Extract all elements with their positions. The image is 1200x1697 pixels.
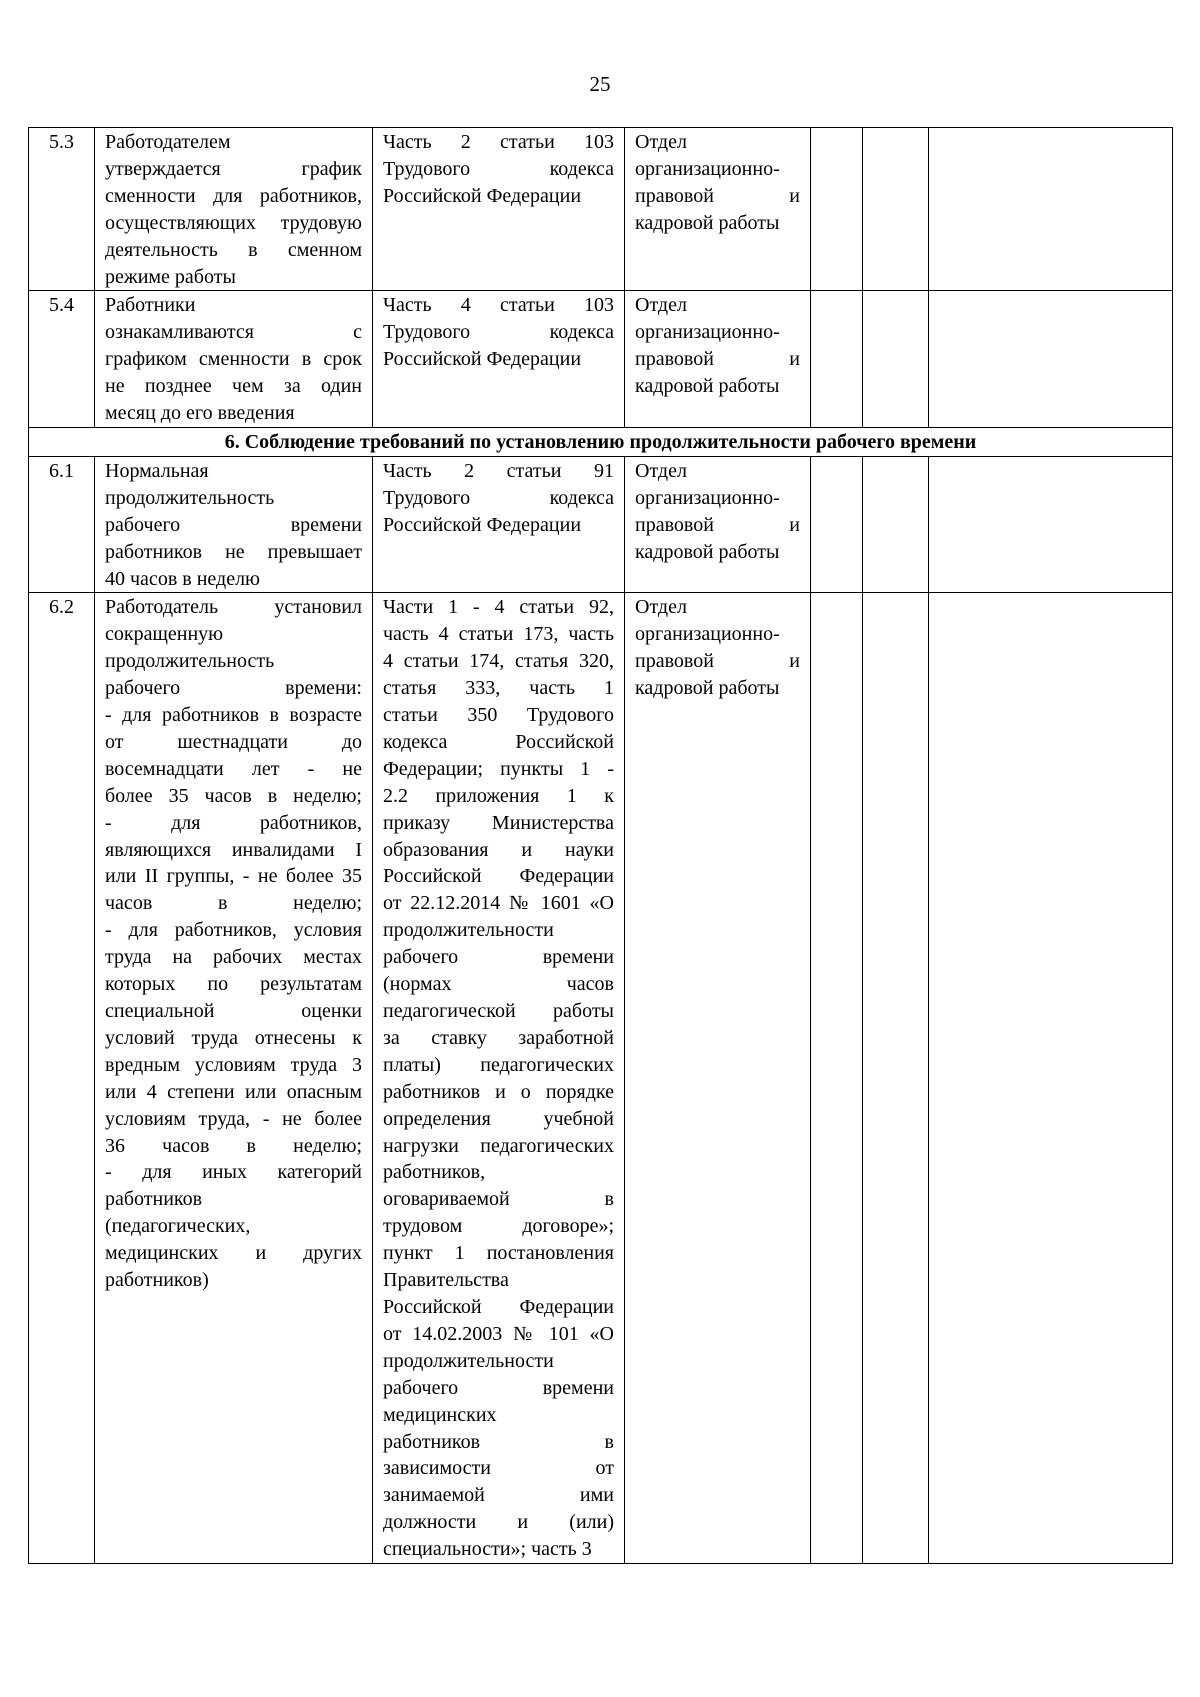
text-line: педагогической работы	[383, 1000, 614, 1022]
text-line: занимаемой ими	[383, 1484, 614, 1507]
text-line: кодекса Российской	[383, 730, 614, 753]
empty-cell	[811, 291, 863, 428]
text-line: сменности для работников,	[105, 184, 362, 207]
checklist-table	[28, 127, 1173, 1564]
text-line: Трудового кодекса	[383, 486, 614, 509]
text-line: специальности»; часть 3	[383, 1538, 592, 1561]
text-line: - для работников,	[105, 811, 362, 834]
text-line: Часть 2 статьи 103	[383, 131, 614, 153]
text-line: статья 333, часть 1	[383, 677, 614, 700]
law-reference-cell	[373, 593, 625, 1564]
text-line: вредным условиям труда 3	[105, 1053, 362, 1076]
text-line: рабочего времени	[383, 1376, 614, 1399]
text-line: работников,	[383, 1161, 486, 1184]
text-line: должности и (или)	[383, 1511, 614, 1534]
text-line: осуществляющих трудовую	[105, 211, 362, 234]
text-line: Российской Федерации	[383, 1295, 614, 1318]
text-line: кадровой работы	[635, 211, 780, 234]
text-line: Работодателем	[105, 131, 231, 153]
row-number-cell: 6.2	[29, 593, 95, 1564]
text-line: Федерации; пункты 1 -	[383, 757, 614, 780]
page-number: 25	[589, 72, 611, 96]
text-line: нагрузки педагогических	[383, 1134, 614, 1157]
text-line: Правительства	[383, 1269, 509, 1292]
empty-cell	[929, 128, 1173, 291]
text-line: продолжительность	[105, 650, 275, 673]
text-line: продолжительности	[383, 919, 554, 942]
text-line: являющихся инвалидами I	[105, 838, 362, 861]
table-body	[29, 128, 1173, 1564]
requirement-cell	[95, 128, 373, 291]
responsible-cell	[625, 456, 811, 593]
text-line: рабочего времени	[383, 946, 614, 969]
requirement-cell	[95, 291, 373, 428]
text-line: не позднее чем за один	[105, 375, 362, 398]
empty-cell	[811, 128, 863, 291]
text-line: за ставку заработной	[383, 1026, 614, 1049]
text-line: продолжительности	[383, 1349, 554, 1372]
text-line: приказу Министерства	[383, 811, 614, 834]
text-line: организационно-	[635, 321, 780, 344]
text-line: труда на рабочих местах	[105, 946, 362, 969]
law-reference-cell	[373, 456, 625, 593]
empty-cell	[811, 593, 863, 1564]
empty-cell	[929, 456, 1173, 593]
text-line: работников в	[383, 1430, 614, 1453]
text-line: образования и науки	[383, 838, 614, 861]
text-line: определения учебной	[383, 1107, 614, 1130]
text-line: режиме работы	[105, 265, 236, 288]
text-line: Российской Федерации	[383, 513, 582, 536]
text-line: правовой и	[635, 513, 800, 536]
responsible-cell	[625, 128, 811, 291]
empty-cell	[863, 593, 929, 1564]
text-line: Часть 4 статьи 103	[383, 294, 614, 317]
text-line: (нормах часов	[383, 973, 614, 996]
text-line: 2.2 приложения 1 к	[383, 784, 614, 807]
text-line: работников не превышает	[105, 540, 362, 563]
text-line: продолжительность	[105, 486, 275, 509]
text-line: кадровой работы	[635, 375, 780, 398]
text-line: часть 4 статьи 173, часть	[383, 623, 614, 646]
text-line: или II группы, - не более 35	[105, 865, 362, 888]
text-line: Отдел	[635, 131, 687, 153]
text-line: (педагогических,	[105, 1215, 251, 1238]
table-row	[29, 456, 1173, 593]
text-line: от шестнадцати до	[105, 730, 362, 753]
text-line: Отдел	[635, 596, 687, 619]
text-line: Российской Федерации	[383, 865, 614, 888]
text-line: - для работников в возрасте	[105, 704, 362, 727]
text-line: месяц до его введения	[105, 402, 295, 425]
text-line: рабочего времени:	[105, 677, 362, 700]
text-line: медицинских	[383, 1403, 497, 1426]
responsible-cell	[625, 291, 811, 428]
text-line: медицинских и других	[105, 1242, 362, 1265]
empty-cell	[929, 291, 1173, 428]
row-number-cell: 5.3	[29, 128, 95, 291]
law-reference-cell	[373, 128, 625, 291]
text-line: - для работников, условия	[105, 919, 362, 942]
text-line: организационно-	[635, 623, 780, 646]
text-line: работников	[105, 1188, 203, 1211]
text-line: работников и о порядке	[383, 1080, 614, 1103]
text-line: правовой и	[635, 348, 800, 371]
text-line: Российской Федерации	[383, 348, 582, 371]
text-line: кадровой работы	[635, 677, 780, 700]
text-line: Части 1 - 4 статьи 92,	[383, 596, 614, 619]
table-row	[29, 593, 1173, 1564]
section-heading: 6. Соблюдение требований по установлению продолжительности рабочего времени	[29, 427, 1173, 456]
text-line: кадровой работы	[635, 540, 780, 563]
text-line: более 35 часов в неделю;	[105, 784, 362, 807]
empty-cell	[863, 291, 929, 428]
text-line: ознакамливаются с	[105, 321, 362, 344]
text-line: Отдел	[635, 459, 687, 482]
text-line: 4 статьи 174, статья 320,	[383, 650, 614, 673]
text-line: графиком сменности в срок	[105, 348, 362, 371]
text-line: специальной оценки	[105, 1000, 362, 1022]
text-line: пункт 1 постановления	[383, 1242, 614, 1265]
text-line: 40 часов в неделю	[105, 567, 260, 590]
text-line: деятельность в сменном	[105, 238, 362, 261]
text-line: Трудового кодекса	[383, 157, 614, 180]
empty-cell	[863, 456, 929, 593]
text-line: трудовом договоре»;	[383, 1215, 614, 1238]
requirement-cell	[95, 456, 373, 593]
text-line: - для иных категорий	[105, 1161, 362, 1184]
text-line: зависимости от	[383, 1457, 614, 1480]
text-line: от 14.02.2003 № 101 «О	[383, 1322, 614, 1345]
text-line: которых по результатам	[105, 973, 362, 996]
empty-cell	[863, 128, 929, 291]
text-line: Часть 2 статьи 91	[383, 459, 614, 482]
text-line: правовой и	[635, 184, 800, 207]
text-line: Работодатель установил	[105, 596, 362, 619]
text-line: или 4 степени или опасным	[105, 1080, 362, 1103]
text-line: сокращенную	[105, 623, 224, 646]
text-line: правовой и	[635, 650, 800, 673]
table-row	[29, 291, 1173, 428]
text-line: восемнадцати лет - не	[105, 757, 362, 780]
text-line: рабочего времени	[105, 513, 362, 536]
section-heading-row	[29, 427, 1173, 456]
text-line: Трудового кодекса	[383, 321, 614, 344]
responsible-cell	[625, 593, 811, 1564]
text-line: утверждается график	[105, 157, 362, 180]
row-number-cell: 6.1	[29, 456, 95, 593]
text-line: Отдел	[635, 294, 687, 317]
text-line: организационно-	[635, 157, 780, 180]
text-line: организационно-	[635, 486, 780, 509]
text-line: часов в неделю;	[105, 892, 362, 915]
text-line: от 22.12.2014 № 1601 «О	[383, 892, 614, 915]
text-line: оговариваемой в	[383, 1188, 614, 1211]
text-line: условий труда отнесены к	[105, 1026, 362, 1049]
row-number-cell: 5.4	[29, 291, 95, 428]
text-line: Работники	[105, 294, 196, 317]
law-reference-cell	[373, 291, 625, 428]
text-line: Российской Федерации	[383, 184, 582, 207]
empty-cell	[929, 593, 1173, 1564]
table-row	[29, 128, 1173, 291]
text-line: 36 часов в неделю;	[105, 1134, 362, 1157]
requirement-cell	[95, 593, 373, 1564]
text-line: работников)	[105, 1269, 209, 1292]
text-line: статьи 350 Трудового	[383, 704, 614, 727]
text-line: Нормальная	[105, 459, 209, 482]
empty-cell	[811, 456, 863, 593]
text-line: условиям труда, - не более	[105, 1107, 362, 1130]
text-line: платы) педагогических	[383, 1053, 614, 1076]
